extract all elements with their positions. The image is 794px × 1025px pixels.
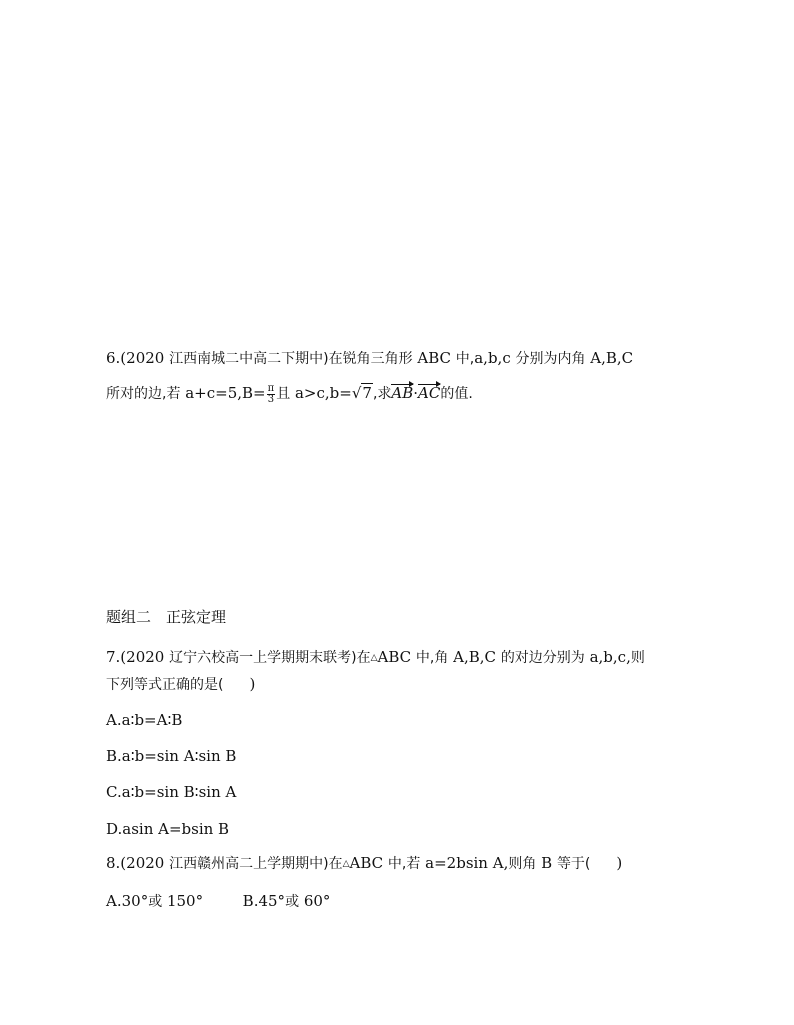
q8-angle-b: B — [541, 854, 553, 872]
q6-tail: 的值. — [440, 386, 473, 402]
q6-mid1: 中, — [455, 351, 475, 367]
q6-mid2: 分别为内角 — [515, 351, 586, 367]
q8-number: 8.(2020 — [106, 854, 165, 872]
sqrt-sign: √ — [351, 384, 362, 402]
q6-line-1 — [106, 348, 633, 369]
q8-mid1: 中,若 — [387, 856, 421, 872]
q6-triangle-name: ABC — [417, 349, 451, 367]
q7-line2: 下列等式正确的是( — [106, 677, 224, 693]
q8-intro: )在 — [323, 856, 343, 872]
q7-close-paren: ) — [249, 675, 256, 693]
q7-option-d: D.asin A=bsin B — [106, 820, 230, 838]
q7-angles: A,B,C — [453, 648, 497, 666]
q7-source: 辽宁六校高一上学期期末联考 — [169, 650, 352, 666]
q7-mid2: 的对边分别为 — [500, 650, 585, 666]
q7-mid1: 中,角 — [415, 650, 449, 666]
triangle-symbol: △ — [342, 859, 350, 869]
triangle-symbol: △ — [370, 653, 378, 663]
q8-option-a-val: A.30° — [106, 892, 149, 910]
sqrt-radicand: 7 — [362, 384, 372, 402]
q6-cond2: a>c,b= — [294, 384, 352, 402]
dot-operator: · — [413, 384, 419, 402]
q7-option-a: A.a∶b=A∶B — [106, 711, 183, 729]
q8-close-paren: ) — [616, 854, 623, 872]
q8-option-a — [106, 892, 203, 910]
q8-option-a-val2: 150° — [166, 892, 204, 910]
q6-intro: )在锐角三角形 — [323, 351, 413, 367]
q6-source: 江西南城二中高二下期中 — [169, 351, 324, 367]
q7-triangle-name: ABC — [377, 648, 412, 666]
vector-ac: AC — [418, 384, 441, 402]
q6-number: 6.(2020 — [106, 349, 165, 367]
q7-then: 则 — [630, 650, 645, 666]
q8-then: 则角 — [508, 856, 537, 872]
q6-and: 且 — [276, 386, 291, 402]
sqrt-seven — [352, 383, 373, 403]
q6-line-2 — [106, 383, 473, 405]
q6-sides: a,b,c — [474, 349, 511, 367]
q7-intro: )在 — [351, 650, 371, 666]
q7-line-1 — [106, 647, 645, 668]
q8-triangle-name: ABC — [349, 854, 384, 872]
fraction-denominator: 3 — [267, 393, 275, 405]
q6-cond1: a+c=5,B= — [185, 384, 266, 402]
q8-option-b-val2: 60° — [303, 892, 331, 910]
q7-number: 7.(2020 — [106, 648, 165, 666]
q8-option-b-or: 或 — [285, 894, 300, 910]
q8-option-b-val: B.45° — [242, 892, 286, 910]
q8-cond: a=2bsin A, — [425, 854, 509, 872]
q6-line2-a: 所对的边,若 — [106, 386, 181, 402]
q6-ask: ,求 — [372, 386, 392, 402]
pi-over-3-fraction — [267, 384, 276, 405]
q8-source: 江西赣州高二上学期期中 — [169, 856, 324, 872]
vector-ab: AB — [391, 384, 414, 402]
q8-line-1 — [106, 853, 622, 874]
q8-option-a-or: 或 — [148, 894, 163, 910]
q7-option-b: B.a∶b=sin A∶sin B — [106, 747, 237, 765]
group-heading: 题组二 正弦定理 — [106, 608, 227, 626]
q7-option-c: C.a∶b=sin B∶sin A — [106, 783, 237, 801]
q7-sides: a,b,c, — [589, 648, 631, 666]
fraction-numerator: π — [267, 382, 275, 394]
q8-options — [106, 891, 330, 912]
q6-angles: A,B,C — [590, 349, 634, 367]
q8-option-b — [243, 892, 331, 910]
q7-line-2 — [106, 674, 255, 695]
q8-equals: 等于( — [556, 856, 591, 872]
